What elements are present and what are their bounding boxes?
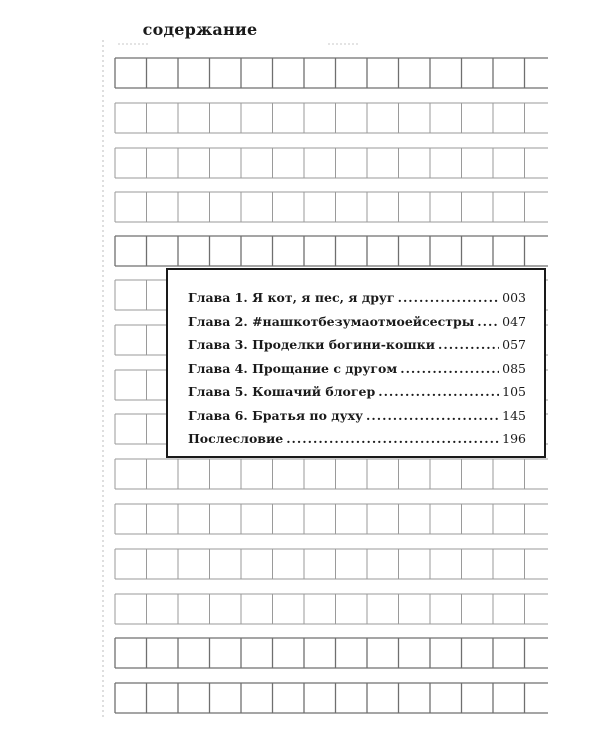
toc-entry-chapter-4[interactable] <box>188 361 526 385</box>
toc-entry-label: Глава 3. Проделки богини-кошки <box>188 337 436 352</box>
toc-entry-label: Послесловие <box>188 431 284 446</box>
toc-entry-chapter-3[interactable] <box>188 337 526 361</box>
toc-entry-label: Глава 4. Прощание с другом <box>188 360 398 376</box>
toc-entry-page: 145 <box>502 407 526 423</box>
toc-entry-label: Глава 5. Кошачий блогер <box>188 384 376 399</box>
toc-leader-dots <box>398 290 500 305</box>
page-title: содержание <box>142 20 258 39</box>
toc-leader-dots <box>477 314 499 329</box>
table-of-contents-box <box>166 268 546 458</box>
toc-entry-page: 196 <box>502 431 526 446</box>
toc-leader-dots <box>286 431 499 446</box>
toc-entry-chapter-5[interactable] <box>188 384 526 408</box>
toc-leader-dots <box>366 408 499 423</box>
toc-entry-page: 003 <box>502 290 526 305</box>
toc-entry-chapter-6[interactable] <box>188 408 526 432</box>
toc-entry-chapter-2[interactable] <box>188 314 526 338</box>
toc-entry-page: 057 <box>502 337 526 352</box>
toc-entry-label: Глава 1. Я кот, я пес, я друг <box>188 290 395 305</box>
toc-entry-afterword[interactable] <box>188 431 526 455</box>
toc-leader-dots <box>438 337 499 352</box>
toc-entry-page: 085 <box>502 360 526 376</box>
toc-entry-page: 105 <box>502 384 526 399</box>
toc-leader-dots <box>400 361 499 376</box>
toc-entry-page: 047 <box>502 313 526 329</box>
toc-entry-chapter-1[interactable] <box>188 290 526 314</box>
toc-entry-label: Глава 6. Братья по духу <box>188 407 364 423</box>
toc-entry-label: Глава 2. #нашкотбезумаотмоейсестры <box>188 313 475 329</box>
toc-leader-dots <box>378 384 499 399</box>
